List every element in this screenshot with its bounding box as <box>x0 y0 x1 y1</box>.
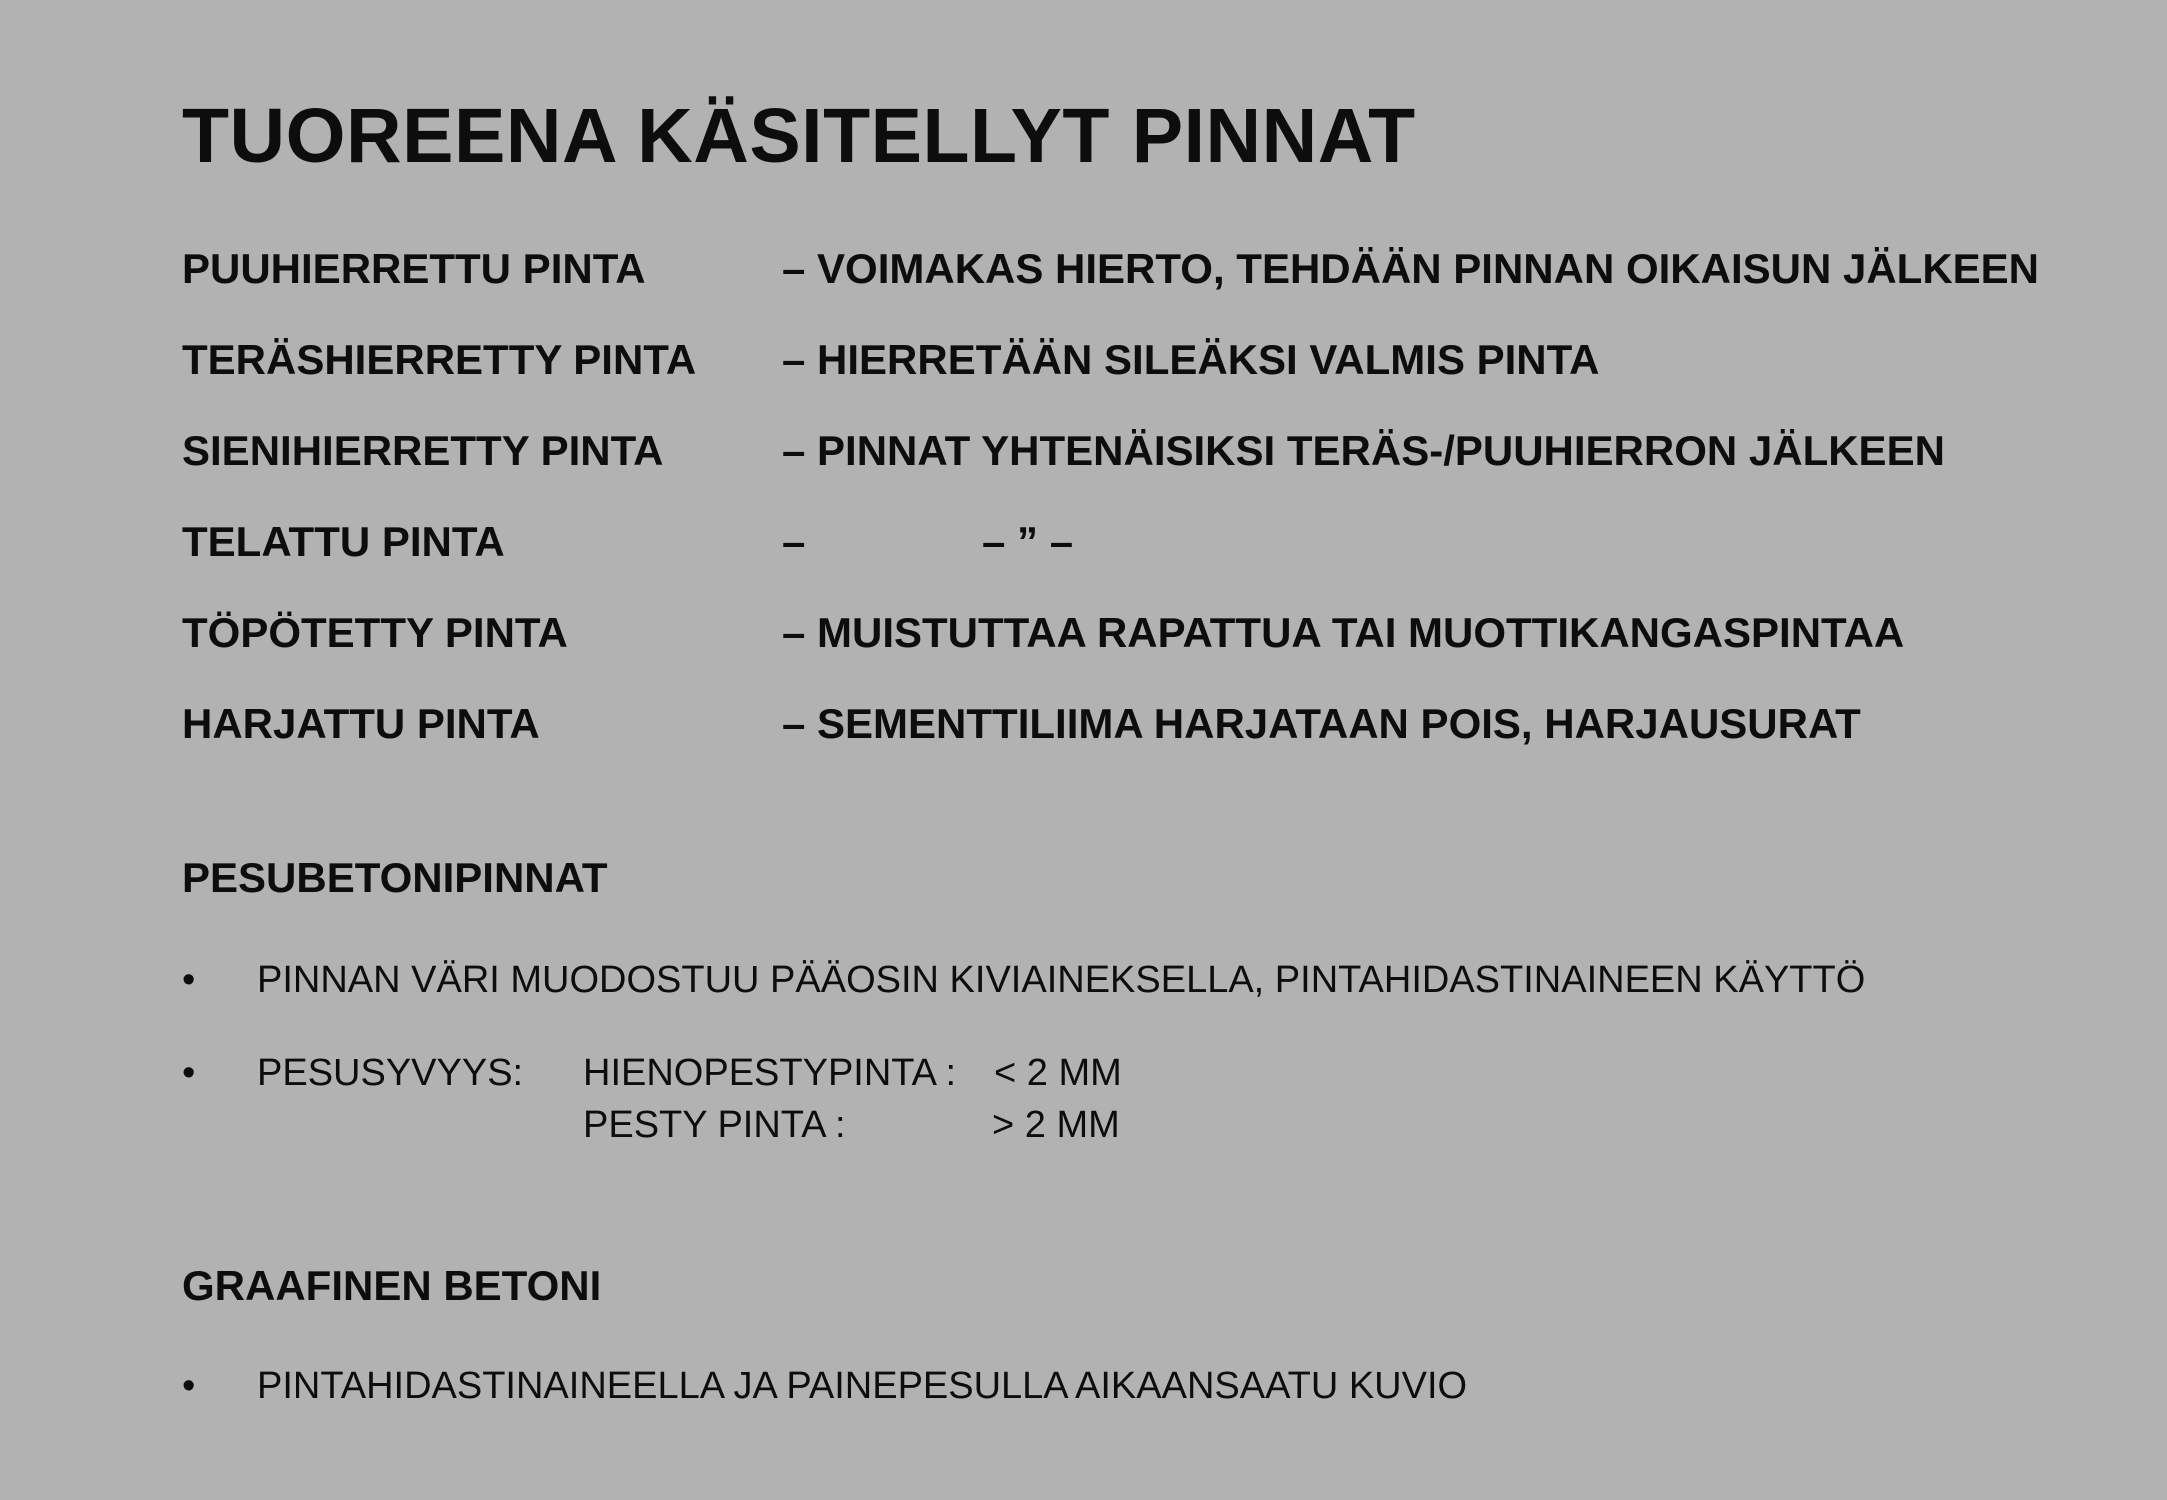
section-heading-pesubetoni: PESUBETONIPINNAT <box>182 854 608 901</box>
section-heading-graafinen: GRAAFINEN BETONI <box>182 1262 602 1309</box>
fine-wash-value: < 2 MM <box>994 1052 1122 1094</box>
bullet-icon: • <box>182 959 196 1001</box>
washed-value: > 2 MM <box>992 1104 1120 1146</box>
surface-term: HARJATTU PINTA <box>182 700 540 747</box>
surface-description: – MUISTUTTAA RAPATTUA TAI MUOTTIKANGASPINTAA <box>782 609 1905 656</box>
surface-description-ditto: – ” – <box>982 518 1074 565</box>
fine-wash-label: HIENOPESTYPINTA : <box>583 1052 957 1094</box>
surface-term: SIENIHIERRETTY PINTA <box>182 427 664 474</box>
depth-label: PESUSYVYYS: <box>257 1052 524 1094</box>
bullet-icon: • <box>182 1365 196 1407</box>
surface-term: TÖPÖTETTY PINTA <box>182 609 568 656</box>
bullet-icon: • <box>182 1052 196 1094</box>
surface-term: TELATTU PINTA <box>182 518 505 565</box>
surface-term: TERÄSHIERRETTY PINTA <box>182 336 697 383</box>
surface-description: – VOIMAKAS HIERTO, TEHDÄÄN PINNAN OIKAISUN JÄLKEEN <box>782 245 2040 292</box>
surface-description: – HIERRETÄÄN SILEÄKSI VALMIS PINTA <box>782 336 1600 383</box>
surface-description: – SEMENTTILIIMA HARJATAAN POIS, HARJAUSURAT <box>782 700 1861 747</box>
bullet-text: PINTAHIDASTINAINEELLA JA PAINEPESULLA AIKAANSAATU KUVIO <box>257 1365 1468 1407</box>
bullet-text: PINNAN VÄRI MUODOSTUU PÄÄOSIN KIVIAINEKSELLA, PINTAHIDASTINAINEEN KÄYTTÖ <box>257 959 1866 1001</box>
surface-term: PUUHIERRETTU PINTA <box>182 245 646 292</box>
page-title: TUOREENA KÄSITELLYT PINNAT <box>182 93 1416 179</box>
surface-description: – PINNAT YHTENÄISIKSI TERÄS-/PUUHIERRON JÄLKEEN <box>782 427 1945 474</box>
surface-description-dash: – <box>782 518 806 565</box>
washed-label: PESTY PINTA : <box>583 1104 846 1146</box>
